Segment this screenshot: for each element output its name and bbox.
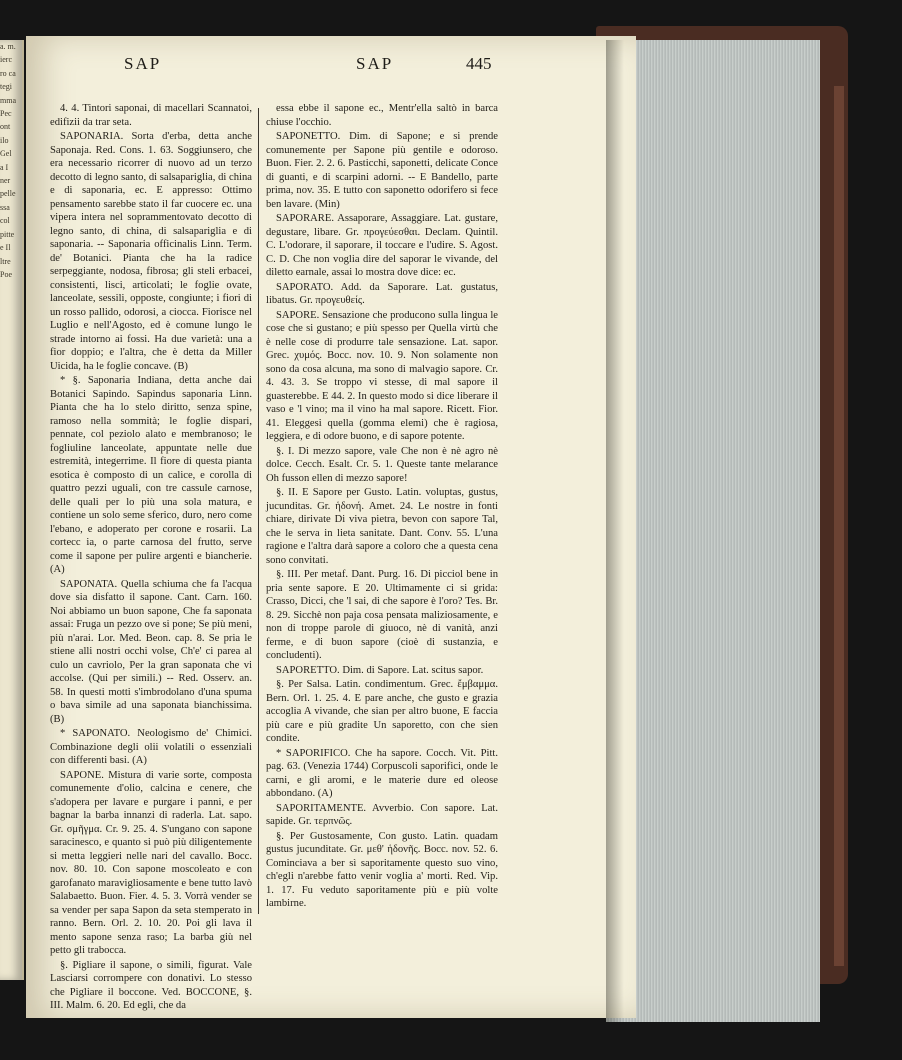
margin-fragment: Poe bbox=[0, 269, 12, 279]
dictionary-entry: SAPORITAMENTE. Avverbio. Con sapore. Lat. sapide. Gr. τερπνῶς. bbox=[266, 802, 498, 827]
dictionary-entry: SAPORARE. Assaporare, Assaggiare. Lat. gustare, degustare, libare. Gr. προγεύεσθαι. Declam. Quintil. C. L'odorare, il saporare, il toccare e l'udire. S. Agost. C. D. Che non voglia dire del saporar le vivande, del diletto earnale, assai lo mostra dove dice: ec. bbox=[266, 213, 498, 278]
margin-fragment: ner bbox=[0, 176, 11, 186]
dictionary-entry: SAPONETTO. Dim. di Sapone; e si prende comunemente per Sapone più gentile e odoroso. Buon. Fier. 2. 2. 6. Pasticchi, saponetti, delicate Conce di guanti, e di scarpini adorni. -- E Bandello, parte prima, nov. 35. E tutto con saponetto odorifero si fece ben lavare. (Min) bbox=[266, 131, 498, 210]
dictionary-entry: 4. 4. Tintori saponai, di macellari Scannatoi, edifizii da trar seta. bbox=[50, 103, 252, 128]
dictionary-entry: SAPONARIA. Sorta d'erba, detta anche Saponaja. Red. Cons. 1. 63. Soggiunsero, che era necessario ricorrer di nuovo ad un terzo decotto di legno santo, di salsapariglia, di china e di saponaria, ec. E appresso: Ottimo pensamento sarebbe stato il far cuocere ec. una vipera intera nel soprammentovato decotto di legno santo, di china, di salsapariglia e di saponaria. -- Saponaria officinalis Linn. Term. de' Botanici. Pianta che ha la radice serpeggiante, nodosa, fibrosa; gli steli erbacei, consistenti, lisci, articolati; le foglie ovate, lanceolate, sessili, opposte, congiunte; i fiori di un rosso pallido, odorosi, a ciocca. Fiorisce nel Luglio e nell'Agosto, ed è comune lungo le strade intorno ai fossi. Ha due varietà: una a fior doppio; e l'altra, che è detta da Miller Uicida, ha le foglie concave. (B) bbox=[50, 131, 252, 372]
margin-fragment: tegi bbox=[0, 82, 12, 92]
running-head-left: SAP bbox=[124, 54, 162, 73]
margin-fragment: Pec bbox=[0, 109, 12, 119]
margin-fragment: ont bbox=[0, 122, 11, 132]
dictionary-entry: SAPONATA. Quella schiuma che fa l'acqua dove sia disfatto il sapone. Cant. Carn. 160. Noi abbiamo un buon sapone, Che fa saponata assai: Fruga un pezzo ove si pone; Se più meni, più n'arai. Lor. Med. Beon. cap. 8. Se pria le stiene alli nostri occhi volse, Ch'e' ci parea al culo un cavriolo, Per la gran saponata che vi accolse. (Qui per simili.) -- Red. Osserv. an. 58. In questi motti s'imbrodolano d'una spuma o bava simile ad una saponata bianchissima. (B) bbox=[50, 578, 252, 725]
dictionary-entry: §. Per Salsa. Latin. condimentum. Grec. ἔμβαμμα. Bern. Orl. 1. 25. 4. E pare anche, che gusto e grazia accoglia A vivande, che sian per altro buone, E faccia più care e più gradite Un saporetto, con che sien condite. bbox=[266, 679, 498, 744]
dictionary-entry: §. I. Di mezzo sapore, vale Che non è nè agro nè dolce. Cecch. Esalt. Cr. 5. 1. Queste tante melarance Oh fusson ellen di mezzo sapore! bbox=[266, 445, 498, 484]
dictionary-entry: * SAPONATO. Neologismo de' Chimici. Combinazione degli olii volatili o essenziali con differenti basi. (A) bbox=[50, 728, 252, 766]
dictionary-entry: §. III. Per metaf. Dant. Purg. 16. Di picciol bene in pria sente sapore. E 20. Ultimamente ci si grida: Crasso, Dicci, che 'l sai, di che sapore è l'oro? Tes. Br. 8. 29. Sicchè non paja cosa pensata maliziosamente, e non di troppe parole di giuoco, nè di vanità, anzi ferme, e di buon sapore (cioè di sustanzia, e concludenti). bbox=[266, 569, 498, 661]
margin-fragment: pelle bbox=[0, 189, 16, 199]
margin-fragment: ro ca bbox=[0, 68, 16, 78]
page-number: 445 bbox=[466, 54, 492, 73]
running-head-center: SAP bbox=[356, 54, 394, 73]
cover-edge bbox=[834, 86, 844, 966]
dictionary-entry: essa ebbe il sapone ec., Mentr'ella saltò in barca chiuse l'occhio. bbox=[266, 103, 498, 128]
margin-fragment: col bbox=[0, 216, 10, 226]
margin-fragment: a. m. bbox=[0, 42, 16, 51]
dictionary-entry: SAPORATO. Add. da Saporare. Lat. gustatus, libatus. Gr. προγευθείς. bbox=[266, 281, 498, 306]
column-rule bbox=[258, 108, 259, 914]
margin-fragment: Gel bbox=[0, 149, 12, 159]
dictionary-entry: SAPORE. Sensazione che producono sulla lingua le cose che si gustano; e più spesso per Quella virtù che è nelle cose di produrre tale sensazione. Lat. sapor. Grec. χυμός. Bocc. nov. 10. 9. Non solamente non sono da cosa alcuna, ma sono di malvagio sapore. Cr. 4. 43. 3. Se troppo vi stesse, di mal sapore il guasterebbe. E 44. 2. In questo modo si dice liberare il vaso e 'l vino; ma il vino ha mal sapore. Ricett. Fior. 41. Eleggesi quella (gomma elemi) che è ragiosa, leggiera, e di odore buono, e di sapore potente. bbox=[266, 309, 498, 442]
margin-fragment: ssa bbox=[0, 202, 10, 212]
left-margin-text bbox=[0, 40, 22, 980]
margin-fragment: a I bbox=[0, 162, 9, 172]
right-column bbox=[266, 102, 498, 922]
fore-edge-shadow bbox=[606, 40, 624, 1022]
left-column bbox=[50, 102, 252, 1011]
margin-fragment: pitte bbox=[0, 229, 15, 239]
dictionary-entry: * SAPORIFICO. Che ha sapore. Cocch. Vit. Pitt. pag. 63. (Venezia 1744) Corpuscoli saporifici, onde le carni, e gli aromi, e le materie dure ed oleose abbondano. (A) bbox=[266, 747, 498, 799]
dictionary-entry: * §. Saponaria Indiana, detta anche dai Botanici Sapindo. Sapindus saponaria Linn. Pianta che ha lo stelo diritto, senza spine, ramoso nella sommità; le foglie dispari, pennate, col peziolo alato e membranoso; le fogliuline lanceolate, appuntate nelle due estremità, integerrime. Il fiore di questa pianta esotica è composto di un calice, e corolla di quattro pezzi uguali, con tre cassule carnose, delle quali per lo più una sola matura, e contiene un solo seme sferico, duro, nero come l'ebano, e adoperato per corone e rosarii. La cortecc ia, o parte carnosa del frutto, serve come il sapone per pulire argenti e biancherie. (A) bbox=[50, 375, 252, 575]
dictionary-entry: §. Per Gustosamente, Con gusto. Latin. quadam gustus jucunditate. Gr. μεθ' ἡδονῆς. Bocc. nov. 52. 6. Cominciava a ber sì saporitamente questo suo vino, ch'egli n'arebbe fatto venir voglia a' morti. Red. Vip. 1. 17. Fu veduto saporitamente più e più volte lambirne. bbox=[266, 830, 498, 909]
margin-fragment: ilo bbox=[0, 135, 9, 145]
margin-fragment: ltre bbox=[0, 256, 11, 266]
dictionary-entry: §. Pigliare il sapone, o simili, figurat. Vale Lasciarsi corrompere con donativi. Lo stesso che Pigliare il boccone. Ved. BOCCONE, §. III. Malm. 6. 20. Ed egli, che da bbox=[50, 959, 252, 1011]
margin-fragment: ierc bbox=[0, 55, 12, 65]
margin-fragment: e Il bbox=[0, 243, 11, 253]
dictionary-entry: SAPORETTO. Dim. di Sapore. Lat. scitus sapor. bbox=[276, 664, 484, 676]
page-fore-edge bbox=[606, 40, 820, 1022]
dictionary-entry: SAPONE. Mistura di varie sorte, composta comunemente d'olio, calcina e cenere, che s'adopera per lavare e purgare i panni, e per bagnar la barba innanzi di raderla. Lat. sapo. Gr. σμῆγμα. Cr. 9. 25. 4. S'ungano con sapone saracinesco, e quanto si può più diligentemente si metta leggieri nelle nari del cavallo. Bocc. nov. 80. 10. Con sapone moscoleato e con garofanato maravigliosamente e bene tutto lavò Salabaetto. Buon. Fier. 4. 5. 3. Vorrà vender se sa vender per sapa Sapon da seta stemperato in ranno. Bern. Orl. 2. 10. 20. Poi gli lava il mento sapone senza raso; La barba giù nel petto gli trabocca. bbox=[50, 769, 252, 956]
dictionary-entry: §. II. E Sapore per Gusto. Latin. voluptas, gustus, jucunditas. Gr. ἡδονή. Amet. 24. Le nostre in fonti chiare, dirivate Di viva pietra, bevon con sapore Tal, che le serva in lieta sanitate. Dant. Conv. 55. L'una ragione e l'altra darà sapore a coloro che a questa cena sono convitati. bbox=[266, 487, 498, 566]
margin-fragment: mma bbox=[0, 95, 16, 105]
